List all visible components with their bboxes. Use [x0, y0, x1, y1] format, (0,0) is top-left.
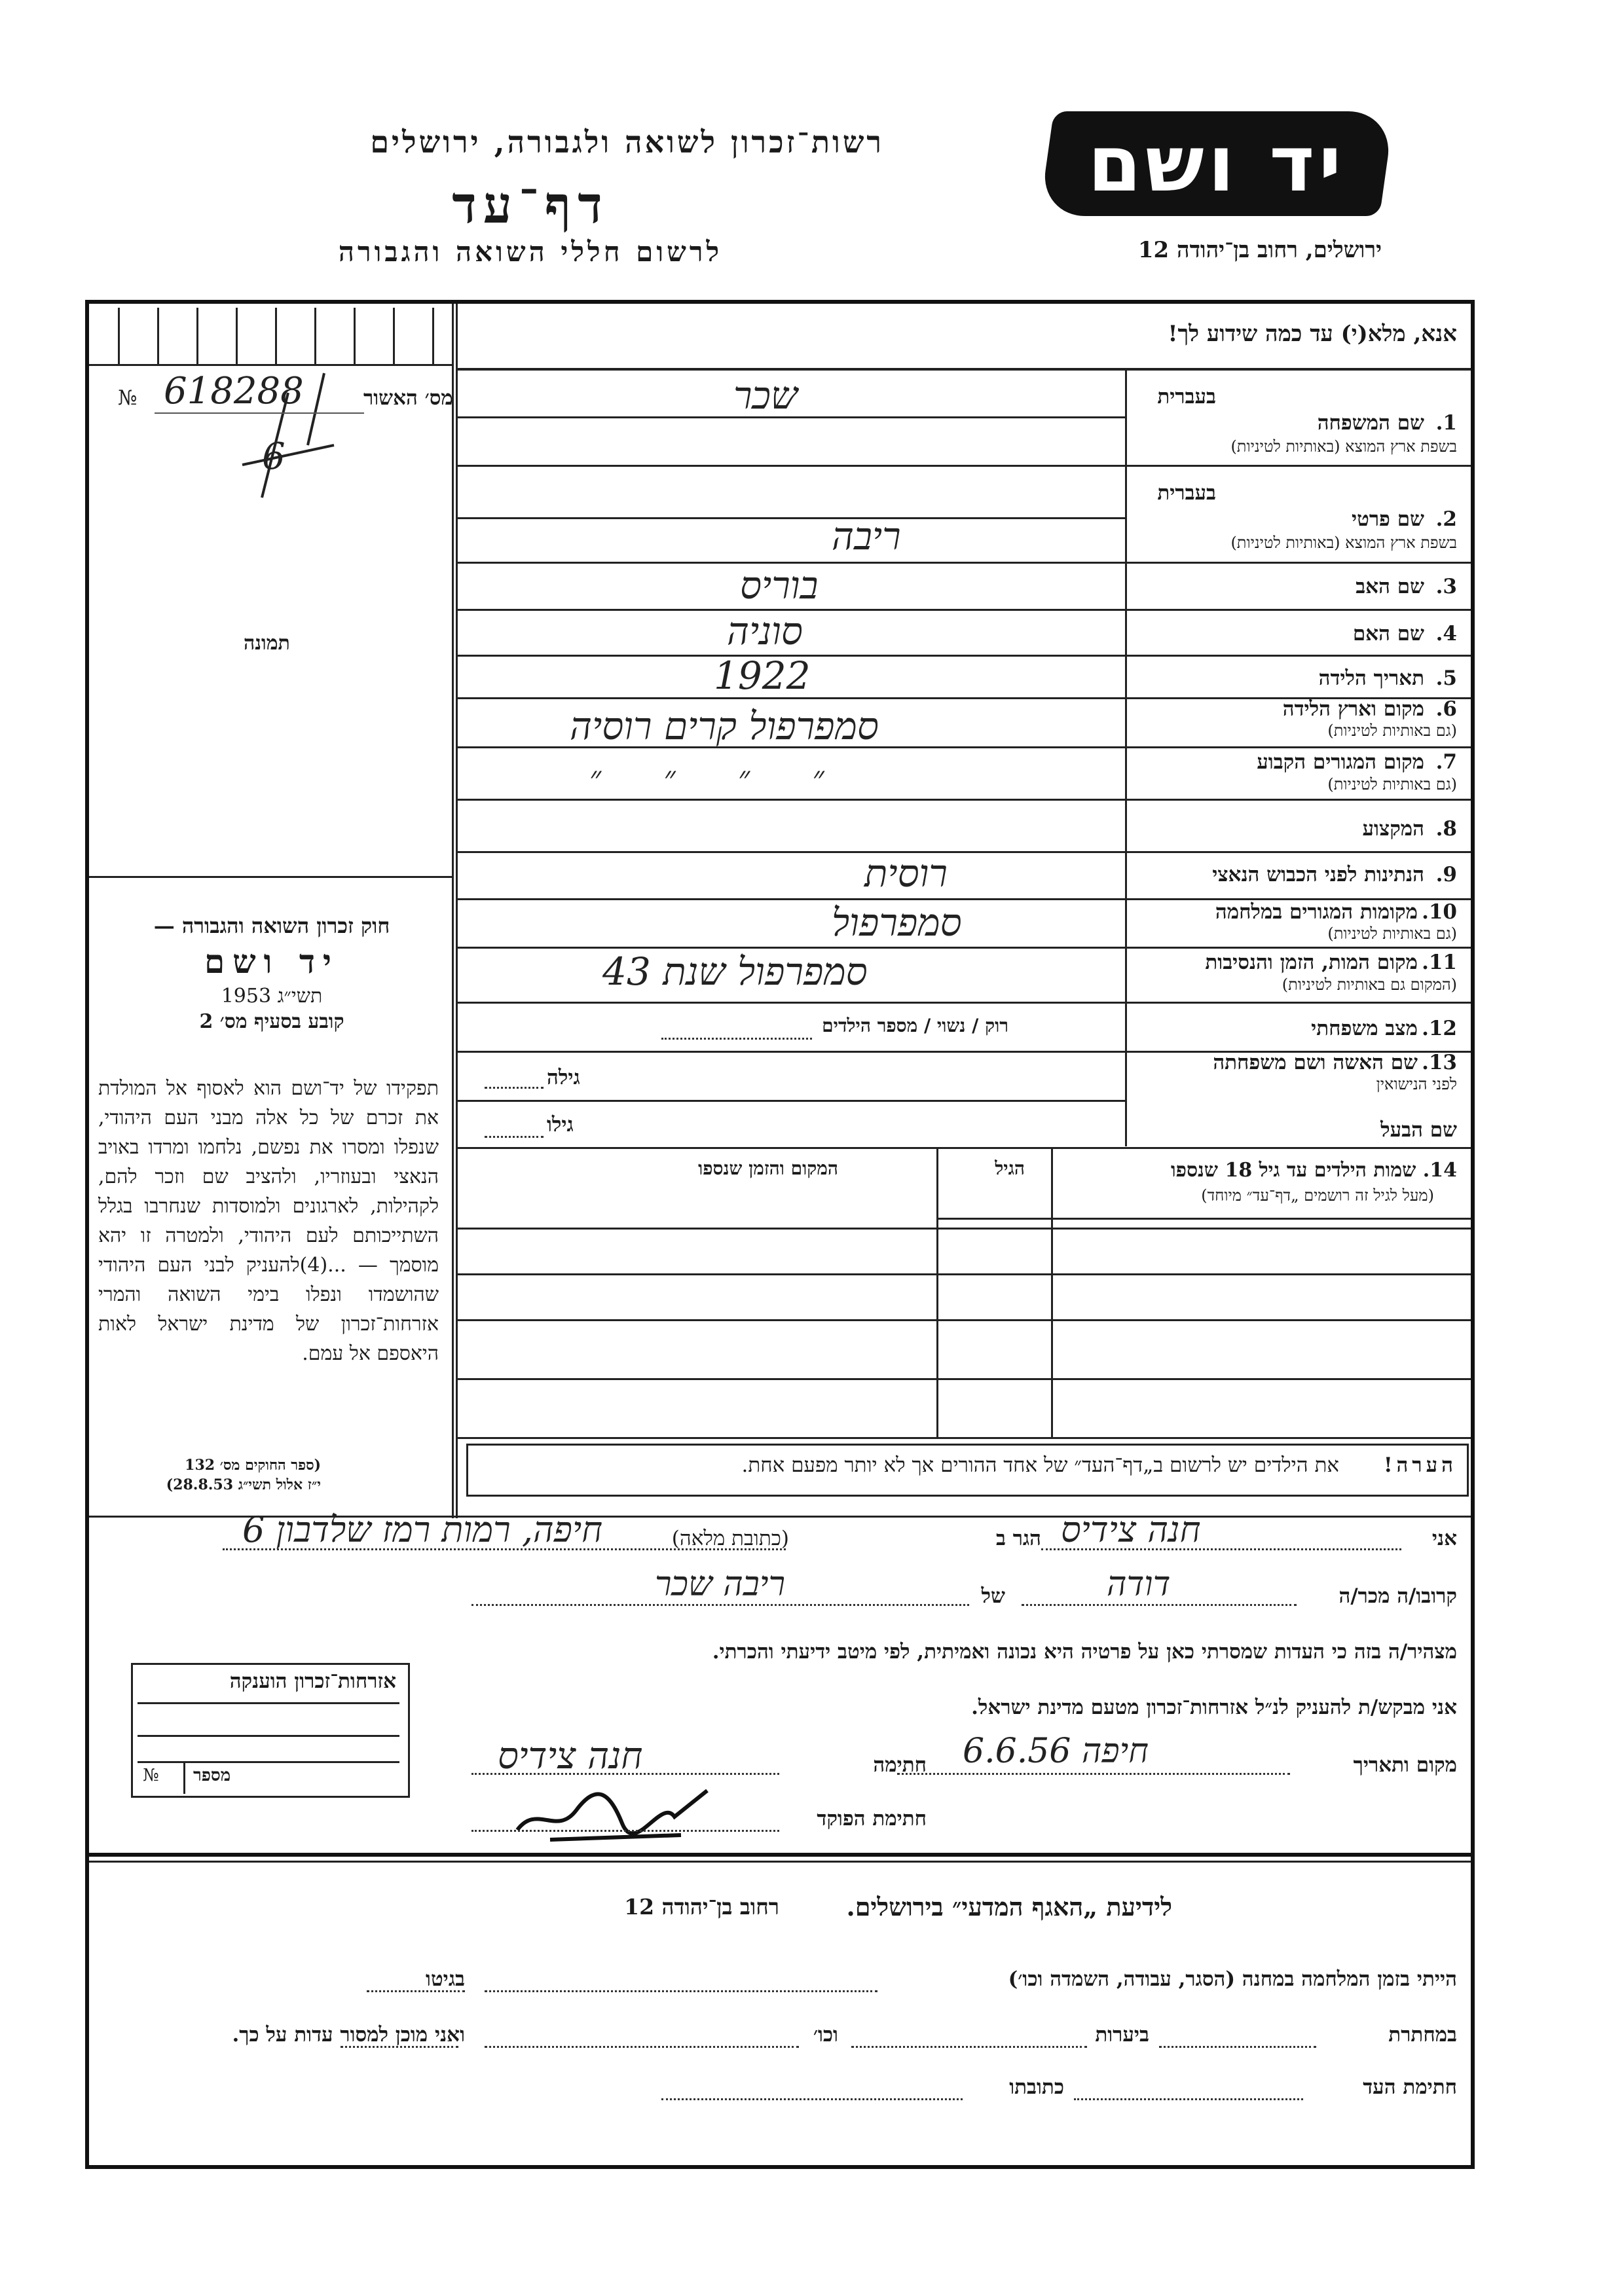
field-4-label: שם האם [1352, 622, 1424, 646]
yad-vashem-logo: יד ושם [1039, 111, 1394, 216]
authority-name: רשות־זכרון לשואה ולגבורה, ירושלים [370, 124, 884, 160]
law-box [98, 913, 445, 1033]
field-1-num: 1. [1435, 411, 1457, 435]
footer-etc: וכו׳ [813, 2023, 838, 2047]
field-5-value: 1922 [714, 653, 811, 698]
field-3-label: שם האב [1356, 575, 1424, 598]
decl-of-label: של [981, 1584, 1005, 1608]
stamp-title: אזרחות־זכרון הוענקה [229, 1669, 396, 1693]
law-citation-1: (ספר החוקים מס׳ 132 [185, 1457, 321, 1474]
field-7-num: 7. [1435, 750, 1457, 774]
in-hebrew-2: בעברית [1157, 481, 1216, 505]
footer-title: לידיעת „האגף המדעי״ בירושלים. [846, 1892, 1172, 1922]
field-1-label: שם המשפחה [1317, 411, 1424, 435]
field-10-label: מקומות המגורים במלחמה [1215, 900, 1418, 924]
decl-officer-label: חתימת הפוקד [817, 1807, 927, 1831]
children-col-age: הגיל [995, 1157, 1025, 1179]
law-body: תפקידו של יד־ושם הוא לאסוף אל המולדת את זכרם של כל אלה מבני העם היהודי, שנפלו ומסרו את נפשם, נלחמו ומרדו באויב הנאצי ובעוזריו, ולהציב שם וזכר להם, לקהילות, לארגונים ולמוסדות שנחרבו בגלל השתייכותם לעם היהודי, ולמטרה זו יהא מוסמך — ...(4)להעניק לבני העם היהודי שהושמדו ונפלו בימי השואה והמרי אזרחות־זכרון של מדינת ישראל לאות היאספם אל עמם. [98, 1077, 439, 1365]
field-5-num: 5. [1435, 666, 1457, 690]
note-label: הערה! [1383, 1453, 1457, 1477]
decl-resides-label: הגר ב [995, 1527, 1041, 1550]
children-col-place: המקום והזמן שנספו [698, 1157, 838, 1179]
header-address: ירושלים, רחוב בן־יהודה 12 [1137, 237, 1382, 263]
footer-underground: במחתרת [1388, 2023, 1457, 2047]
field-11-value: סמפרפול שנת 43 [602, 949, 868, 994]
field-3-num: 3. [1435, 575, 1457, 598]
law-year: תשי״ג 1953 [221, 985, 323, 1008]
footer-forests: ביערות [1095, 2023, 1149, 2047]
photo-label: תמונה [244, 632, 290, 655]
field-10-num: 10. [1422, 900, 1457, 924]
field-4-num: 4. [1435, 622, 1457, 646]
decl-request: אני מבקש/ת להעניק לנ״ל אזרחות־זכרון מטעם מדינת ישראל. [971, 1696, 1457, 1719]
field-2-sub: בשפת ארץ המוצא (באותיות לטיניות) [1230, 534, 1457, 552]
field-2-num: 2. [1435, 507, 1457, 531]
field-7-sub: (גם באותיות לטיניות) [1327, 775, 1457, 793]
decl-relation-label: קרובו/ה מכר/ה [1338, 1584, 1457, 1608]
cert-number: 618288 [164, 370, 304, 412]
instruction: אנא, מלא(י) עד כמה שידוע לך! [1168, 321, 1457, 347]
field-7-label: מקום המגורים הקבוע [1257, 750, 1424, 774]
field-13-num: 13. [1422, 1051, 1457, 1074]
officer-signature [511, 1777, 720, 1850]
wife-age-label: גילה [547, 1066, 580, 1089]
field-12-label: מצב משפחתי [1311, 1017, 1418, 1040]
law-section: קובע בסעיף מס׳ 2 [199, 1010, 344, 1033]
field-1-value: שכר [733, 373, 798, 418]
decl-signature-label: חתימה [873, 1753, 927, 1777]
decl-relation-value: דודה [1107, 1565, 1171, 1604]
field-4-value: סוניה [727, 609, 803, 653]
field-6-sub: (גם באותיות לטיניות) [1327, 721, 1457, 740]
footer-his-address: כתובתו [1009, 2075, 1064, 2099]
field-11-label: מקום המות, הזמן והנסיבות [1205, 951, 1418, 974]
decl-address-label: (כתובת מלאה) [671, 1527, 789, 1550]
children-sub: (מעל לגיל זה רושמים „דף־עד״ מיוחד) [1201, 1186, 1434, 1205]
field-12-num: 12. [1422, 1017, 1457, 1040]
field-13-sub: לפני הנישואין [1376, 1075, 1457, 1093]
field-2-label: שם פרטי [1351, 507, 1424, 531]
footer-ghetto: בגיטו [426, 1967, 465, 1991]
law-title: חוק זכרון השואה והגבורה — [153, 913, 390, 938]
field-11-sub: (המקום גם באותיות לטיניות) [1282, 975, 1457, 994]
decl-i-label: אני [1431, 1527, 1457, 1550]
field-10-sub: (גם באותיות לטיניות) [1327, 924, 1457, 943]
law-citation-2: י״ז אלול תשי״ג 28.8.53) [166, 1476, 321, 1493]
stamp-number-label: מספר [193, 1766, 231, 1785]
husband-label: שם הבעל [1380, 1118, 1457, 1142]
field-13-label: שם האשה ושם משפחתה [1213, 1051, 1418, 1074]
law-brand: יד ושם [204, 942, 339, 981]
decl-statement: מצהיר/ה בזה כי העדות שמסרתי כאן על פרטיה היא נכונה ואמיתית, לפי מיטב ידיעתי והכרתי. [712, 1640, 1457, 1664]
form-title: דף־עד [452, 175, 609, 235]
decl-address-value: חיפה, רמות רמז שלדבון 6 [242, 1509, 603, 1550]
field-12-value: רוק / נשוי / מספר הילדים [822, 1015, 1008, 1036]
note-text: את הילדים יש לרשום ב„דף־העד״ של אחד ההורים אך לא יותר מפעם אחת. [741, 1453, 1339, 1477]
footer-address: רחוב בן־יהודה 12 [624, 1894, 779, 1920]
in-hebrew-1: בעברית [1157, 385, 1216, 409]
footer-ready: ואני מוכן למסור עדות על כך. [232, 2023, 465, 2047]
field-6-num: 6. [1435, 697, 1457, 721]
field-7-value: ״ ״ ״ ״ [589, 759, 851, 796]
cert-label: מס׳ האשור [363, 386, 453, 410]
footer-witness-sig: חתימת העד [1363, 2075, 1457, 2099]
field-8-num: 8. [1435, 817, 1457, 841]
field-5-label: תאריך הלידה [1318, 666, 1424, 690]
field-1-sub: בשפת ארץ המוצא (באותיות לטיניות) [1230, 437, 1457, 456]
cert-no-symbol: № [118, 386, 138, 410]
field-11-num: 11. [1422, 951, 1457, 974]
field-9-num: 9. [1435, 863, 1457, 886]
cert-suffix: 6 [262, 435, 286, 478]
field-6-label: מקום וארץ הלידה [1282, 697, 1424, 721]
field-9-value: רוסית [864, 851, 948, 896]
children-label: 14. שמות הילדים עד גיל 18 שנספו [1170, 1159, 1457, 1182]
field-2-value: ריבה [832, 514, 901, 558]
field-10-value: סמפרפול [832, 900, 962, 945]
field-9-label: הנתינות לפני הכבוש הנאצי [1212, 863, 1424, 886]
decl-of-value: ריבה שכר [655, 1565, 786, 1604]
form-subtitle: לרשום חללי השואה והגבורה [338, 236, 723, 268]
field-3-value: בוריס [740, 563, 819, 608]
decl-place-date-value: חיפה 6.6.56 [963, 1732, 1149, 1771]
field-6-value: סמפרפול קרים רוסיה [570, 704, 879, 748]
cert-handwritten-strokes [210, 367, 341, 511]
decl-signature-value: חנה צידיס [498, 1735, 643, 1777]
husband-age-label: גילו [547, 1113, 574, 1137]
field-8-label: המקצוע [1362, 817, 1424, 841]
declarant-name: חנה צידיס [1061, 1509, 1201, 1550]
stamp-no-symbol: № [143, 1766, 159, 1785]
decl-place-date-label: מקום ותאריך [1353, 1753, 1457, 1777]
footer-line1: הייתי בזמן המלחמה במחנה (הסגר, עבודה, השמדה וכו׳) [1008, 1967, 1457, 1991]
